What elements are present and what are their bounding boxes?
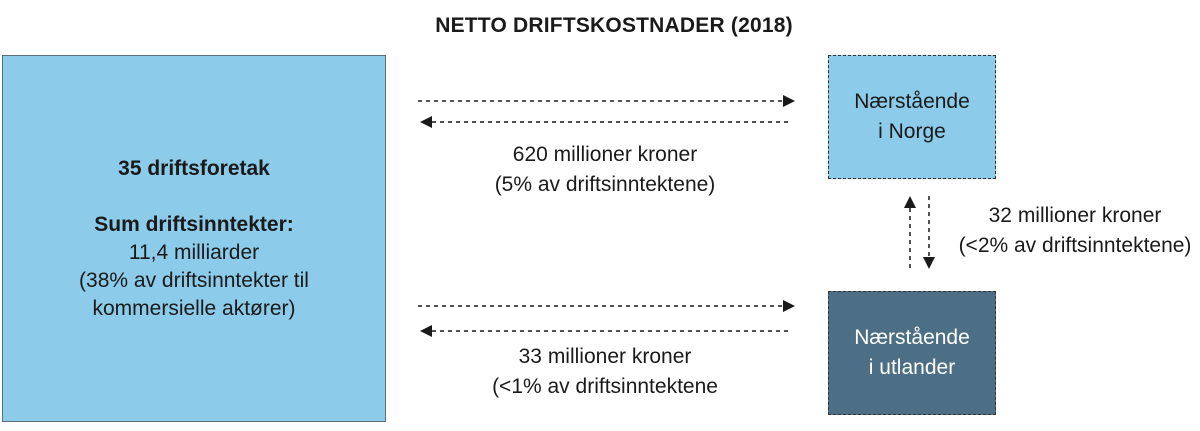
revenue-amount: 11,4 milliarder: [128, 240, 260, 264]
flow-between-share: (<2% av driftsinntektene): [958, 234, 1192, 257]
arrowhead-left-abroad: [420, 325, 432, 337]
flow-between-amount: 32 millioner kroner: [988, 204, 1162, 227]
arrowhead-down: [923, 257, 935, 269]
revenue-share-line-2: kommersielle aktører): [92, 296, 296, 320]
norway-label-line-2: i Norge: [878, 120, 946, 143]
revenue-heading: Sum driftsinntekter:: [94, 212, 294, 236]
companies-heading: 35 driftsforetak: [118, 156, 270, 180]
abroad-label-line-2: i utlander: [868, 356, 956, 379]
arrowhead-right-abroad: [783, 300, 795, 312]
flow-norway-amount: 620 millioner kroner: [512, 143, 698, 166]
flow-norway-share: (5% av driftsinntektene): [494, 173, 716, 196]
revenue-share-line-1: (38% av driftsinntekter til: [79, 268, 309, 292]
flow-abroad-amount: 33 millioner kroner: [518, 345, 692, 368]
abroad-label-line-1: Nærstående: [854, 326, 970, 349]
flow-abroad-share: (<1% av driftsinntektene: [492, 375, 718, 398]
arrowhead-right-norway: [783, 95, 795, 107]
page-title: NETTO DRIFTSKOSTNADER (2018): [435, 14, 793, 37]
arrowhead-up: [904, 196, 916, 208]
norway-label-line-1: Nærstående: [854, 90, 970, 113]
arrowhead-left-norway: [420, 116, 432, 128]
